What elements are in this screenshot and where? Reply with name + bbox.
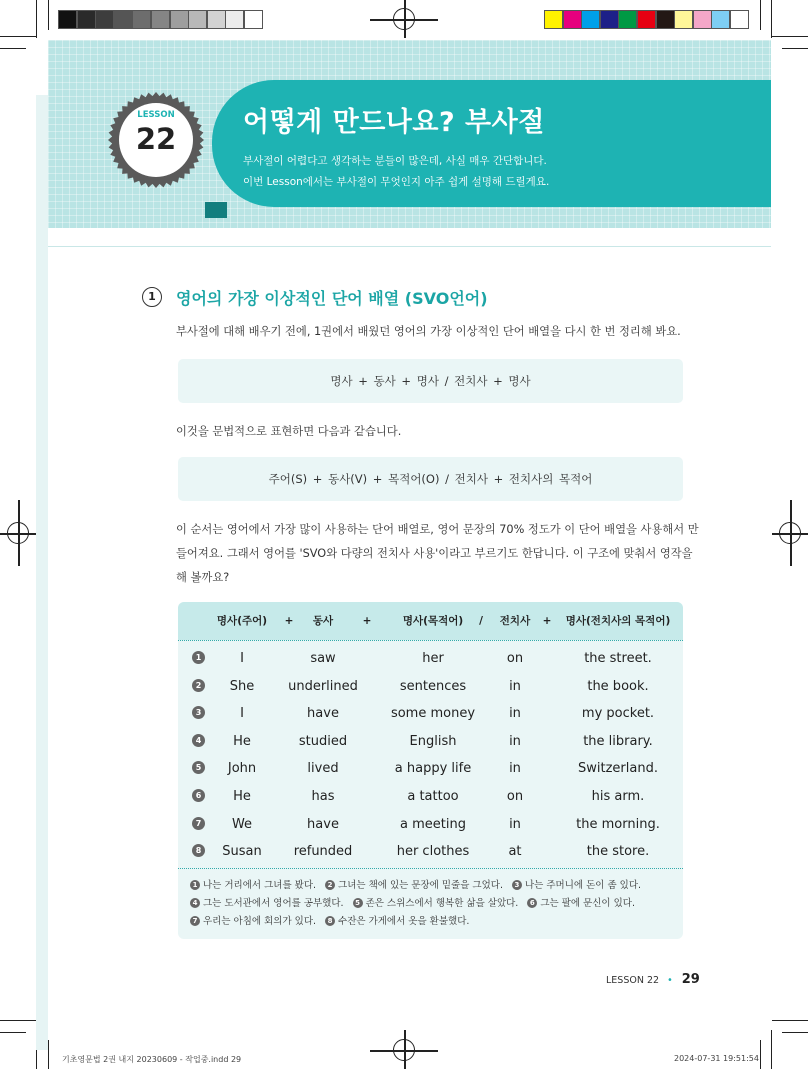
cell-verb: has	[311, 789, 335, 804]
row-number: 3	[192, 706, 205, 719]
table-row	[178, 700, 683, 727]
color-swatch	[563, 10, 582, 29]
section-title: 영어의 가장 이상적인 단어 배열 (SVO언어)	[176, 289, 488, 308]
gray-swatch	[151, 10, 170, 29]
crop-mark	[48, 1040, 49, 1069]
cell-preposition: in	[509, 733, 521, 749]
cell-preposition: on	[506, 789, 524, 804]
page-edge-tint	[36, 95, 48, 1050]
cell-prep-object: my pocket.	[581, 706, 655, 722]
header-divider	[48, 246, 771, 247]
cell-subject: We	[231, 816, 253, 832]
col-header-plus: +	[542, 615, 552, 627]
cell-prep-object: the morning.	[576, 816, 660, 832]
crop-mark	[771, 1030, 772, 1069]
cell-prep-object: the book.	[587, 678, 649, 694]
translation-text: 그는 도서관에서 영어를 공부했다.	[203, 898, 344, 909]
cell-prep-object: his arm.	[591, 789, 645, 804]
cell-object: her	[422, 651, 444, 666]
row-number: 8	[192, 844, 205, 857]
cell-subject: I	[240, 651, 244, 666]
color-swatch	[637, 10, 656, 29]
translation-number: 7	[190, 916, 200, 926]
crop-mark	[772, 36, 808, 37]
folio-lesson-label: LESSON	[606, 975, 644, 986]
cell-prep-object: the library.	[583, 733, 653, 749]
translation-text: 우리는 아침에 회의가 있다.	[203, 916, 317, 927]
translation-text: 존은 스위스에서 행복한 삶을 살았다.	[365, 898, 519, 909]
cell-subject: He	[233, 789, 251, 804]
explanation-line-3: 해 볼까요?	[176, 571, 230, 584]
slug-timestamp: 2024-07-31 19:51:54	[674, 1054, 759, 1063]
gray-swatch	[188, 10, 207, 29]
gray-swatch	[132, 10, 151, 29]
cell-verb: saw	[310, 651, 336, 666]
band-fold	[205, 202, 227, 218]
translation-number: 3	[512, 880, 522, 890]
crop-mark	[771, 0, 772, 38]
crop-mark	[48, 0, 49, 30]
translation-text: 수잔은 가게에서 옷을 환불했다.	[338, 916, 470, 927]
crop-mark	[760, 1040, 761, 1069]
gray-swatch	[95, 10, 114, 29]
color-swatch	[581, 10, 600, 29]
col-header-subject: 명사(주어)	[216, 615, 268, 627]
col-header-object: 명사(목적어)	[402, 615, 464, 627]
crop-mark	[760, 0, 761, 30]
explanation-line-1: 이 순서는 영어에서 가장 많이 사용하는 단어 배열로, 영어 문장의 70% 정도가 이 단어 배열을 사용해서 만	[176, 523, 699, 536]
table-row	[178, 755, 683, 782]
color-swatch	[711, 10, 730, 29]
cell-object: English	[409, 733, 457, 749]
color-swatch	[618, 10, 637, 29]
translation-number: 4	[190, 898, 200, 908]
cell-prep-object: the street.	[584, 651, 652, 666]
translation-line	[190, 877, 641, 891]
page-folio	[606, 972, 700, 987]
cell-verb: lived	[307, 761, 339, 777]
header-dotted-rule	[178, 640, 683, 641]
cell-object: a tattoo	[407, 789, 459, 804]
table-row	[178, 728, 683, 755]
table-row	[178, 838, 683, 865]
intro-paragraph: 부사절에 대해 배우기 전에, 1권에서 배웠던 영어의 가장 이상적인 단어 배열을 다시 한 번 정리해 봐요.	[176, 325, 681, 338]
col-header-plus: +	[362, 615, 372, 627]
cell-preposition: in	[509, 706, 521, 722]
color-swatch	[693, 10, 712, 29]
header-description-line-2: 이번 Lesson에서는 부사절이 무엇인지 아주 쉽게 설명해 드릴게요.	[243, 176, 550, 188]
cell-verb: underlined	[288, 678, 358, 694]
translation-number: 2	[325, 880, 335, 890]
gray-swatch	[170, 10, 189, 29]
col-header-prep-object: 명사(전치사의 목적어)	[565, 615, 671, 627]
table-row	[178, 811, 683, 838]
color-swatch	[600, 10, 619, 29]
translation-text: 그녀는 책에 있는 문장에 밑줄을 그었다.	[338, 880, 503, 891]
crop-mark	[782, 1032, 808, 1033]
row-number: 6	[192, 789, 205, 802]
gray-swatch	[77, 10, 96, 29]
folio-lesson-number: 22	[646, 975, 660, 986]
cell-object: a meeting	[400, 816, 466, 832]
cell-object: her clothes	[396, 844, 470, 860]
color-swatch	[544, 10, 563, 29]
crop-mark	[0, 1020, 36, 1021]
row-number: 7	[192, 817, 205, 830]
cell-subject: I	[240, 706, 244, 722]
gray-swatch	[244, 10, 263, 29]
cell-prep-object: Switzerland.	[578, 761, 658, 777]
explanation-line-2: 들어져요. 그래서 영어를 'SVO와 다량의 전치사 사용'이라고 부르기도 한답니다. 이 구조에 맞춰서 영작을	[176, 547, 693, 560]
lesson-badge	[108, 92, 204, 188]
folio-bullet: •	[667, 975, 673, 986]
cell-subject: Susan	[222, 844, 262, 860]
slug-filename: 기초영문법 2권 내지 20230609 - 작업중.indd 29	[62, 1055, 242, 1064]
formula-box-grammar: 주어(S) + 동사(V) + 목적어(O) / 전치사 + 전치사의 목적어	[178, 457, 683, 501]
cell-preposition: on	[506, 651, 524, 666]
col-header-preposition: 전치사	[499, 615, 531, 627]
cell-object: a happy life	[394, 761, 472, 777]
translation-dotted-rule	[178, 868, 683, 869]
col-header-slash: /	[479, 615, 483, 627]
col-header-plus: +	[284, 615, 294, 627]
color-swatch	[730, 10, 749, 29]
translation-number: 6	[527, 898, 537, 908]
crop-mark	[772, 1020, 808, 1021]
color-swatch	[656, 10, 675, 29]
page-title: 어떻게 만드나요? 부사절	[243, 107, 545, 138]
row-number: 4	[192, 734, 205, 747]
cell-verb: refunded	[293, 844, 353, 860]
cell-preposition: at	[508, 844, 522, 860]
crop-mark	[0, 36, 36, 37]
transition-paragraph: 이것을 문법적으로 표현하면 다음과 같습니다.	[176, 425, 402, 438]
section-number: 1	[142, 287, 162, 307]
table-row	[178, 783, 683, 810]
translation-line	[190, 913, 469, 927]
table-row	[178, 673, 683, 700]
crop-mark	[0, 1032, 26, 1033]
cell-object: sentences	[399, 678, 467, 694]
crop-mark	[782, 48, 808, 49]
translation-line	[190, 895, 635, 909]
row-number: 2	[192, 679, 205, 692]
row-number: 5	[192, 761, 205, 774]
cell-preposition: in	[509, 816, 521, 832]
translation-text: 나는 거리에서 그녀를 봤다.	[203, 880, 317, 891]
cell-subject: He	[233, 733, 251, 749]
translation-number: 5	[353, 898, 363, 908]
gray-swatch	[207, 10, 226, 29]
translation-number: 8	[325, 916, 335, 926]
table-row	[178, 645, 683, 672]
row-number: 1	[192, 651, 205, 664]
translation-number: 1	[190, 880, 200, 890]
lesson-badge-label: LESSON	[137, 110, 175, 120]
translation-text: 그는 팔에 문신이 있다.	[540, 898, 636, 909]
svo-example-table	[178, 602, 683, 939]
page-number: 29	[681, 972, 700, 987]
cell-subject: She	[229, 678, 255, 694]
gray-swatch	[114, 10, 133, 29]
col-header-verb: 동사	[312, 615, 334, 627]
color-swatch	[674, 10, 693, 29]
formula-box-nouns: 명사 + 동사 + 명사 / 전치사 + 명사	[178, 359, 683, 403]
crop-mark	[0, 48, 26, 49]
cell-subject: John	[227, 761, 257, 777]
gray-swatch	[58, 10, 77, 29]
header-description-line-1: 부사절이 어렵다고 생각하는 분들이 많은데, 사실 매우 간단합니다.	[243, 155, 547, 167]
cell-verb: have	[307, 816, 339, 832]
cell-preposition: in	[509, 678, 521, 694]
cell-prep-object: the store.	[586, 844, 650, 860]
cell-preposition: in	[509, 761, 521, 777]
crop-mark	[36, 0, 37, 38]
translation-text: 나는 주머니에 돈이 좀 있다.	[524, 880, 642, 891]
gray-swatch	[225, 10, 244, 29]
table-header	[178, 602, 683, 640]
cell-object: some money	[390, 706, 476, 722]
cell-verb: have	[307, 706, 339, 722]
lesson-badge-number: 22	[135, 122, 177, 156]
cell-verb: studied	[298, 733, 348, 749]
